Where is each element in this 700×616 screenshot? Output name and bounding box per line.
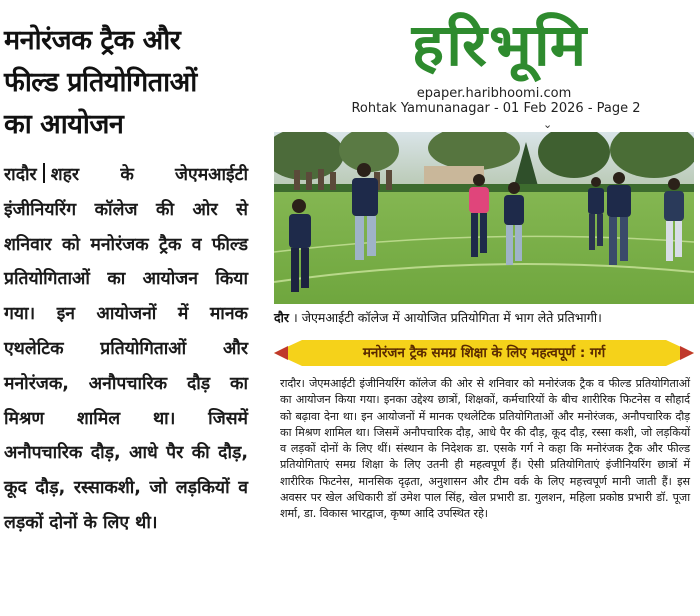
event-photo-illustration [274,132,694,304]
event-photo [274,132,694,304]
left-article-text: शहर के जेएमआईटी इंजीनियरिंग कॉलेज की ओर से शनिवार को मनोरंजक ट्रैक व फील्ड प्रतियोगिताओं का आयोजन किया गया। इन आयोजनों में मानक एथलेटिक प्रतियोगिताओं और मनोरंजक, अनौपचारिक दौड़ का मिश्रण शामिल था। जिसमें अनौपचारिक दौड़, आधे पैर की दौड़, कूद दौड़, रस्साकशी, जो लड़कियों व लड़कों दोनों के लिए थी। [4,165,248,533]
photo-caption-text: जेएमआईटी कॉलेज में आयोजित प्रतियोगिता में भाग लेते प्रतिभागी। [301,310,602,325]
edition-line: Rohtak Yamunanagar - 01 Feb 2026 - Page 2 [351,101,641,116]
left-headline-line-3: का आयोजन [4,109,124,140]
left-article-place: रादौर [4,165,37,185]
left-article [4,8,250,608]
right-headline-banner [274,340,694,366]
left-headline-line-1: मनोरंजक ट्रैक और [4,25,181,56]
masthead-logo [330,11,666,80]
photo-caption-place: दौर [274,310,289,325]
right-headline: मनोरंजन ट्रैक समग्र शिक्षा के लिए महत्वपूर्ण : गर्ग [362,345,606,361]
left-article-body [4,158,248,541]
photo-caption: दौर । जेएमआईटी कॉलेज में आयोजित प्रतियोगिता में भाग लेते प्रतिभागी। [274,310,602,325]
logo-text: हरिभूमि [411,11,589,79]
chevron-down-icon: ⌄ [543,118,553,131]
right-article-body: रादौर। जेएमआईटी इंजीनियरिंग कॉलेज की ओर से शनिवार को मनोरंजक ट्रैक व फील्ड प्रतियोगिताओं का आयोजन किया गया। इनका उद्देश्य छात्रों, शिक्षकों, कर्मचारियों के बीच शारीरिक फिटनेस व सौहार्द को बढ़ावा देना था। इन आयोजनों में मानक एथलेटिक प्रतियोगिताओं और मनोरंजक, अनौपचारिक दौड़ का मिश्रण शामिल था। जिसमें अनौपचारिक दौड़, आधे पैर की दौड़, कूद दौड़, रस्सा कशी, जो लड़कियों व लड़कों दोनों के लिए थीं। संस्थान के निदेशक डा. एसके गर्ग ने कहा कि मनोरंजक ट्रैक और फील्ड प्रतियोगिताएं समग्र शिक्षा के लिए उतनी ही महत्वपूर्ण हैं। ऐसी प्रतियोगिताएं इंजीनियरिंग छात्रों में शारीरिक फिटनेस, मानसिक दृढ़ता, अनुशासन और टीम वर्क के लिए महत्त्वपूर्ण मानी जाती हैं। इस अवसर पर खेल अधिकारी डॉ उमेश पाल सिंह, खेल प्रभारी डा. गुलशन, महिला प्रकोष्ठ प्रभारी डॉ. पूजा शर्मा, डा. विकास भारद्वाज, कृष्ण आदि उपस्थित रहे। [280,377,690,521]
left-headline-line-2: फील्ड प्रतियोगिताओं [4,67,197,98]
left-headline [4,20,250,146]
dateline-separator [43,163,45,183]
epaper-site: epaper.haribhoomi.com [416,86,572,101]
